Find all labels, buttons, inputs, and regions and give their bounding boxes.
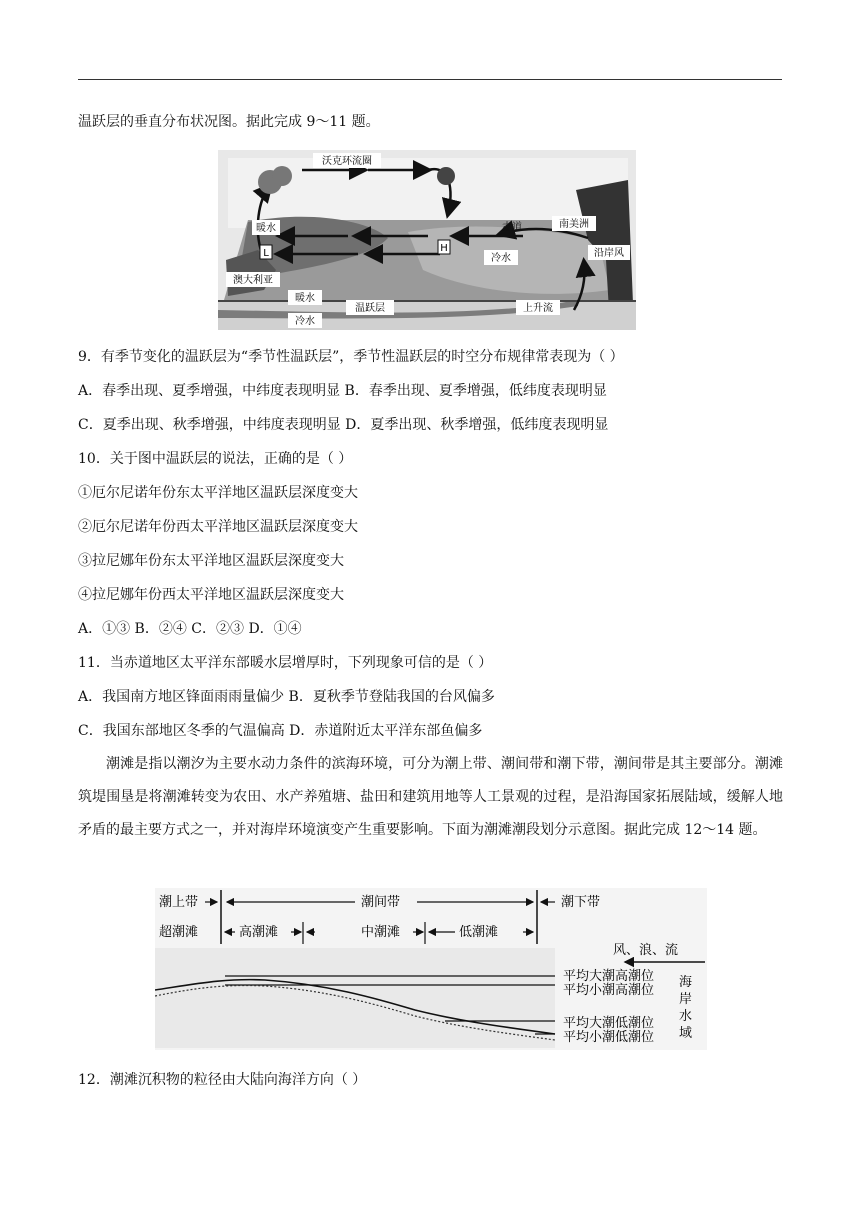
coastal-waters-label-char-2: 岸 <box>679 992 693 1007</box>
coastal-waters-label-char-3: 水 <box>679 1009 693 1024</box>
australia-label: 澳大利亚 <box>233 275 273 286</box>
question-10-options: A．①③ B．②④ C．②③ D．①④ <box>78 621 302 637</box>
question-9-options-ab: A．春季出现、夏季增强，中纬度表现明显 B．春季出现、夏季增强，低纬度表现明显 <box>78 383 607 399</box>
cold-water-bottom-label: 冷水 <box>295 316 315 327</box>
intro-line: 温跃层的垂直分布状况图。据此完成 9～11 题。 <box>78 114 380 130</box>
question-10-item-1: ①厄尔尼诺年份东太平洋地区温跃层深度变大 <box>78 485 358 501</box>
cold-water-label: 冷水 <box>491 253 511 264</box>
question-10-stem: 10．关于图中温跃层的说法，正确的是（ ） <box>78 451 353 467</box>
mean-spring-low-tide-label: 平均大潮低潮位 <box>563 1016 655 1031</box>
thermocline-label: 温跃层 <box>355 303 385 314</box>
equator-label: 赤道 <box>502 222 522 233</box>
supratidal-zone-label: 潮上带 <box>159 895 199 910</box>
walker-circulation-label: 沃克环流圈 <box>322 156 372 167</box>
coastal-waters-label-char-1: 海 <box>679 975 693 990</box>
mean-neap-low-tide-label: 平均小潮低潮位 <box>563 1030 655 1045</box>
low-tidal-flat-label: 低潮滩 <box>459 925 499 940</box>
question-12-stem: 12．潮滩沉积物的粒径由大陆向海洋方向（ ） <box>78 1072 367 1088</box>
question-10-item-3: ③拉尼娜年份东太平洋地区温跃层深度变大 <box>78 553 344 569</box>
warm-water-bottom-label: 暖水 <box>295 293 315 304</box>
question-10-item-4: ④拉尼娜年份西太平洋地区温跃层深度变大 <box>78 587 344 603</box>
high-pressure-label: H <box>440 243 448 254</box>
mean-neap-high-tide-label: 平均小潮高潮位 <box>563 983 655 998</box>
question-10-item-2: ②厄尔尼诺年份西太平洋地区温跃层深度变大 <box>78 519 358 535</box>
question-9-options-cd: C．夏季出现、秋季增强，中纬度表现明显 D．夏季出现、秋季增强，低纬度表现明显 <box>78 417 609 433</box>
high-tidal-flat-label: 高潮滩 <box>239 925 279 940</box>
south-america-label: 南美洲 <box>559 219 589 230</box>
mean-spring-high-tide-label: 平均大潮高潮位 <box>563 969 655 984</box>
tidal-flat-passage: 潮滩是指以潮汐为主要水动力条件的滨海环境，可分为潮上带、潮间带和潮下带，潮间带是其主要部分。潮滩筑堤围垦是将潮滩转变为农田、水产养殖塘、盐田和建筑用地等人工景观的过程，是沿海国家拓展陆域，缓解人地矛盾的最主要方式之一，并对海岸环境演变产生重要影响。下面为潮滩潮段划分示意图。据此完成 12～14 题。 <box>78 756 783 838</box>
tidal-flat-figure <box>155 888 707 1050</box>
upwelling-label: 上升流 <box>523 303 553 314</box>
header-rule <box>78 79 782 80</box>
warm-water-top-label: 暖水 <box>256 223 276 234</box>
low-pressure-label: L <box>263 248 269 259</box>
super-tidal-flat-label: 超潮滩 <box>159 925 199 940</box>
question-11-stem: 11．当赤道地区太平洋东部暖水层增厚时，下列现象可信的是（ ） <box>78 655 493 671</box>
question-9-stem: 9．有季节变化的温跃层为“季节性温跃层”，季节性温跃层的时空分布规律常表现为（ ） <box>78 349 624 365</box>
middle-tidal-flat-label: 中潮滩 <box>361 925 401 940</box>
wind-wave-current-label: 风、浪、流 <box>613 943 679 958</box>
coastal-wind-label: 沿岸风 <box>594 248 624 259</box>
intertidal-zone-label: 潮间带 <box>361 895 401 910</box>
subtidal-zone-label: 潮下带 <box>561 895 601 910</box>
coastal-waters-label-char-4: 域 <box>679 1026 693 1041</box>
question-11-options-cd: C．我国东部地区冬季的气温偏高 D．赤道附近太平洋东部鱼偏多 <box>78 723 483 739</box>
question-11-options-ab: A．我国南方地区锋面雨雨量偏少 B．夏秋季节登陆我国的台风偏多 <box>78 689 495 705</box>
walker-thermocline-figure <box>218 150 636 330</box>
